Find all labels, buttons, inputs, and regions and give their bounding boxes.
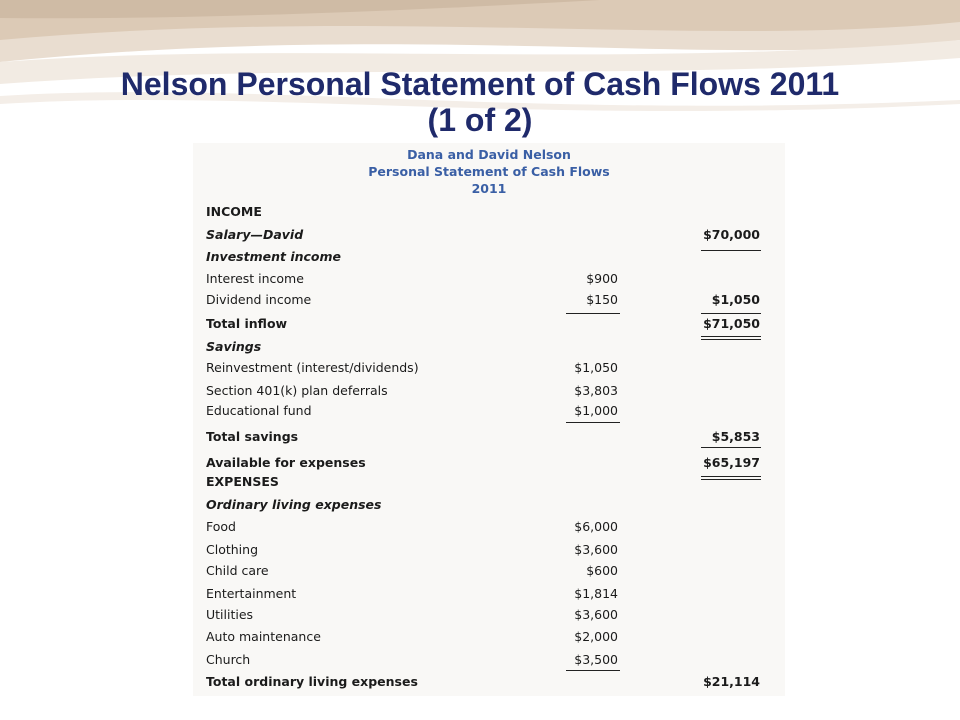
row-amount-detail: $3,803: [574, 383, 618, 398]
row-amount-total: $5,853: [711, 429, 760, 444]
rule-educational-fund: [566, 422, 620, 423]
statement-row: [193, 226, 785, 246]
statement-row: [193, 428, 785, 448]
row-label: INCOME: [206, 204, 262, 219]
row-label: Reinvestment (interest/dividends): [206, 360, 419, 375]
rule-dividend-total: [701, 313, 761, 314]
statement-row: [193, 454, 785, 474]
rule-total-inflow-1: [701, 336, 761, 337]
statement-row: [193, 651, 785, 671]
statement-row: [193, 359, 785, 379]
statement-row: [193, 673, 785, 693]
statement-row: [193, 541, 785, 561]
statement-row: [193, 203, 785, 223]
row-amount-detail: $600: [586, 563, 618, 578]
statement-row: [193, 291, 785, 311]
statement-row: [193, 382, 785, 402]
row-amount-detail: $2,000: [574, 629, 618, 644]
row-label: Church: [206, 652, 251, 667]
row-label: Food: [206, 519, 236, 534]
row-amount-detail: $3,500: [574, 652, 618, 667]
rule-total-inflow-2: [701, 339, 761, 340]
rule-church: [566, 670, 620, 671]
row-amount-detail: $1,000: [574, 403, 618, 418]
row-label: Dividend income: [206, 292, 312, 307]
rule-available-1: [701, 476, 761, 477]
row-amount-detail: $3,600: [574, 542, 618, 557]
statement-header-title: Personal Statement of Cash Flows: [368, 164, 610, 179]
row-amount-detail: $900: [586, 271, 618, 286]
statement-row: [193, 338, 785, 358]
row-amount-detail: $150: [586, 292, 618, 307]
row-label: Total savings: [206, 429, 299, 444]
row-label: Entertainment: [206, 586, 297, 601]
rule-total-savings: [701, 447, 761, 448]
statement-header-year: 2011: [471, 181, 507, 196]
row-label: Savings: [206, 339, 262, 354]
row-label: Auto maintenance: [206, 629, 321, 644]
row-amount-detail: $6,000: [574, 519, 618, 534]
row-amount-total: $65,197: [703, 455, 760, 470]
row-label: Investment income: [206, 249, 342, 264]
row-label: Utilities: [206, 607, 254, 622]
statement-row: [193, 585, 785, 605]
row-label: Total inflow: [206, 316, 288, 331]
row-amount-total: $21,114: [703, 674, 760, 689]
statement-row: [193, 473, 785, 493]
statement-row: [193, 270, 785, 290]
row-amount-total: $71,050: [703, 316, 760, 331]
row-label: Clothing: [206, 542, 259, 557]
rule-available-2: [701, 479, 761, 480]
slide-title: [0, 66, 960, 138]
row-amount-detail: $1,050: [574, 360, 618, 375]
row-amount-total: $1,050: [711, 292, 760, 307]
slide-title-line2: (1 of 2): [427, 102, 533, 138]
statement-row: [193, 628, 785, 648]
statement-row: [193, 402, 785, 422]
statement-row: [193, 315, 785, 335]
statement-row: [193, 606, 785, 626]
row-label: Ordinary living expenses: [206, 497, 382, 512]
statement-row: [193, 248, 785, 268]
rule-dividend: [566, 313, 620, 314]
statement-row: [193, 518, 785, 538]
row-label: Section 401(k) plan deferrals: [206, 383, 388, 398]
slide-title-line1: Nelson Personal Statement of Cash Flows 2011: [120, 66, 840, 102]
row-label: Salary—David: [206, 227, 304, 242]
row-label: Total ordinary living expenses: [206, 674, 418, 689]
cash-flow-statement: [193, 143, 785, 696]
statement-row: [193, 496, 785, 516]
statement-row: [193, 562, 785, 582]
row-amount-total: $70,000: [703, 227, 760, 242]
row-label: Available for expenses: [206, 455, 366, 470]
rule-salary: [701, 250, 761, 251]
row-label: Educational fund: [206, 403, 312, 418]
row-amount-detail: $1,814: [574, 586, 618, 601]
row-label: Interest income: [206, 271, 304, 286]
row-label: EXPENSES: [206, 474, 279, 489]
statement-header-names: Dana and David Nelson: [407, 147, 571, 162]
row-label: Child care: [206, 563, 269, 578]
row-amount-detail: $3,600: [574, 607, 618, 622]
